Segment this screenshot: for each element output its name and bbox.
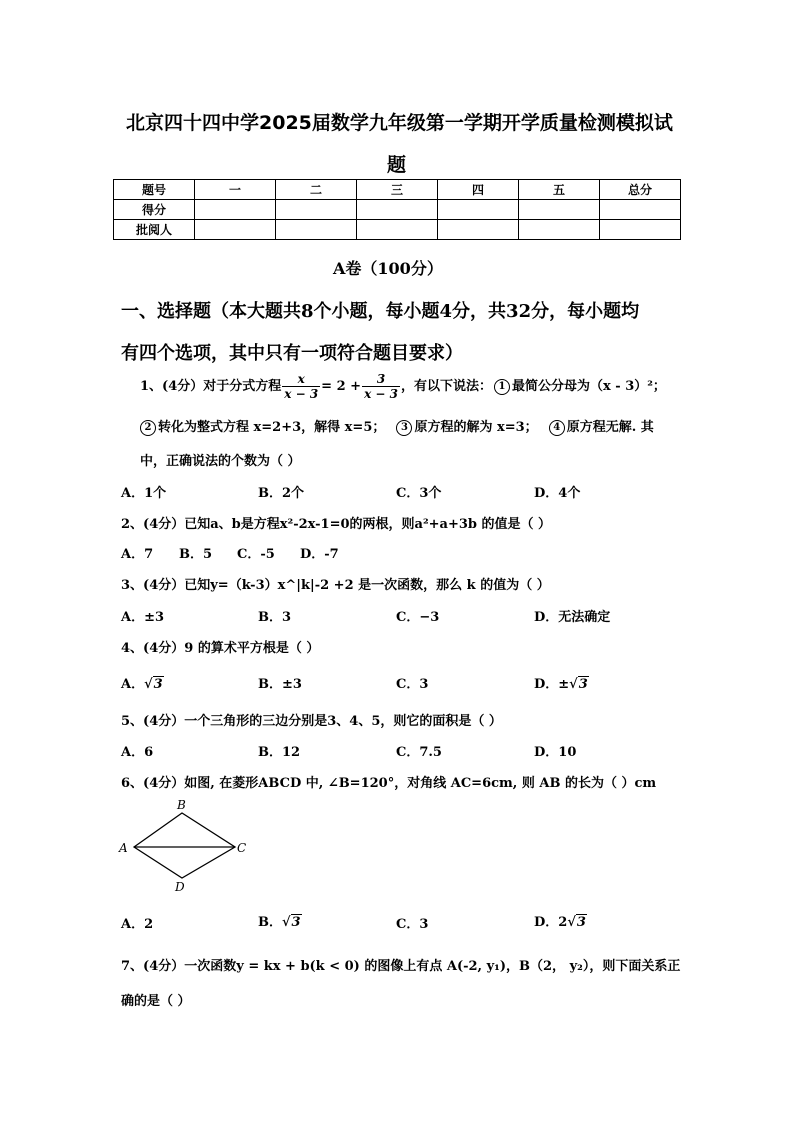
option-b[interactable]: B．3	[258, 610, 292, 625]
sqrt-icon: √	[144, 677, 153, 692]
fraction-denominator: x − 3	[284, 387, 319, 401]
page-title-continued: 题	[387, 154, 407, 176]
option-c[interactable]: C．3	[396, 917, 429, 932]
circled-number-icon: 1	[494, 379, 510, 395]
table-cell	[438, 220, 519, 240]
circled-number-icon: 4	[549, 420, 565, 436]
paper-section-heading: A卷（100分）	[333, 259, 443, 278]
rhombus-outline	[134, 813, 235, 878]
table-header-cell: 二	[276, 180, 357, 200]
option-d-label: D．±	[534, 677, 570, 692]
option-a[interactable]: A．6	[121, 745, 154, 760]
circled-number-icon: 2	[140, 420, 156, 436]
fraction-numerator: x	[282, 372, 320, 387]
option-c[interactable]: C．3	[396, 677, 429, 692]
table-cell	[195, 200, 276, 220]
option-c[interactable]: C．-5	[237, 547, 275, 562]
table-cell: 批阅人	[114, 220, 195, 240]
table-row	[114, 220, 681, 240]
table-header-cell: 四	[438, 180, 519, 200]
option-d-label: D．2	[534, 915, 568, 930]
option-d[interactable]: D．4个	[534, 486, 581, 501]
q1-suffix: ，有以下说法：	[400, 379, 492, 394]
circled-number-icon: 3	[396, 420, 412, 436]
score-table	[113, 179, 681, 240]
question-7-line-2: 确的是（ ）	[121, 994, 191, 1009]
table-header-cell: 总分	[600, 180, 681, 200]
table-header-cell: 五	[519, 180, 600, 200]
table-cell	[357, 220, 438, 240]
option-d[interactable]	[534, 673, 589, 692]
radicand: 3	[578, 677, 588, 692]
question-1-line-3: 中，正确说法的个数为（ ）	[140, 454, 301, 469]
table-cell	[276, 220, 357, 240]
fraction-denominator: x − 3	[364, 387, 398, 401]
q1-statement-3: 原方程的解为 x=3；	[414, 420, 538, 435]
q1-statement-4: 原方程无解. 其	[566, 420, 654, 435]
fraction	[282, 372, 320, 401]
sqrt-icon: √	[282, 915, 291, 930]
question-5: 5、(4分）一个三角形的三边分别是3、4、5，则它的面积是（ ）	[121, 714, 502, 729]
option-d[interactable]	[534, 911, 587, 930]
table-cell	[600, 200, 681, 220]
table-header-cell: 一	[195, 180, 276, 200]
vertex-label-a: A	[119, 841, 128, 855]
sqrt-icon: √	[569, 677, 578, 692]
option-b[interactable]: B．12	[258, 745, 301, 760]
table-cell	[438, 200, 519, 220]
table-header-cell: 题号	[114, 180, 195, 200]
question-6: 6、(4分）如图, 在菱形ABCD 中, ∠B=120°，对角线 AC=6cm, 则 AB 的长为（ ）cm	[121, 776, 657, 791]
question-2: 2、(4分）已知a、b是方程x²-2x-1=0的两根，则a²+a+3b 的值是（ ）	[121, 517, 552, 532]
radicand: 3	[291, 915, 301, 930]
vertex-label-c: C	[237, 841, 247, 855]
option-a[interactable]	[121, 673, 164, 692]
question-1-line-2	[138, 416, 654, 436]
table-cell	[276, 200, 357, 220]
option-a[interactable]: A．2	[121, 917, 154, 932]
option-b[interactable]	[258, 911, 302, 930]
vertex-label-d: D	[175, 880, 185, 894]
option-d[interactable]: D．无法确定	[534, 610, 611, 625]
option-b[interactable]: B．±3	[258, 677, 302, 692]
q1-statement-1: 最简公分母为（x - 3）²；	[512, 379, 666, 394]
rhombus-figure	[115, 795, 260, 895]
q1-statement-2: 转化为整式方程 x=2+3，解得 x=5；	[158, 420, 386, 435]
option-c[interactable]: C．7.5	[396, 745, 442, 760]
table-cell	[519, 220, 600, 240]
option-b-label: B．	[258, 915, 282, 930]
score-table-header-row	[114, 180, 681, 200]
radicand: 3	[153, 677, 163, 692]
q1-prefix: 1、(4分）对于分式方程	[140, 379, 282, 394]
table-cell	[519, 200, 600, 220]
vertex-label-b: B	[177, 798, 186, 812]
option-a[interactable]: A．7	[121, 547, 154, 562]
section-heading-continued: 有四个选项，其中只有一项符合题目要求）	[121, 343, 463, 364]
question-1	[140, 372, 666, 401]
option-d[interactable]: D．-7	[300, 547, 339, 562]
page-title: 北京四十四中学2025届数学九年级第一学期开学质量检测模拟试	[126, 112, 673, 134]
option-c[interactable]: C．3个	[396, 486, 442, 501]
option-b[interactable]: B．5	[179, 547, 213, 562]
option-a[interactable]: A．1个	[121, 486, 167, 501]
option-b[interactable]: B．2个	[258, 486, 305, 501]
table-cell: 得分	[114, 200, 195, 220]
question-4: 4、(4分）9 的算术平方根是（ ）	[121, 641, 320, 656]
table-cell	[195, 220, 276, 240]
table-cell	[357, 200, 438, 220]
question-7: 7、(4分）一次函数y = kx + b(k < 0) 的图像上有点 A(-2, y₁)，B（2， y₂），则下面关系正	[121, 959, 681, 974]
option-d[interactable]: D．10	[534, 745, 577, 760]
section-heading: 一、选择题（本大题共8个小题，每小题4分，共32分，每小题均	[121, 301, 640, 322]
option-a[interactable]: A．±3	[121, 610, 165, 625]
table-cell	[600, 220, 681, 240]
option-c[interactable]: C．−3	[396, 610, 440, 625]
table-header-cell: 三	[357, 180, 438, 200]
option-a-label: A．	[121, 677, 145, 692]
sqrt-icon: √	[567, 915, 576, 930]
question-3: 3、(4分）已知y=（k-3）x^|k|-2 +2 是一次函数，那么 k 的值为（ ）	[121, 578, 550, 593]
q1-equals: = 2 +	[321, 379, 362, 394]
table-row	[114, 200, 681, 220]
fraction	[362, 372, 400, 401]
radicand: 3	[576, 915, 586, 930]
fraction-numerator: 3	[362, 372, 400, 387]
